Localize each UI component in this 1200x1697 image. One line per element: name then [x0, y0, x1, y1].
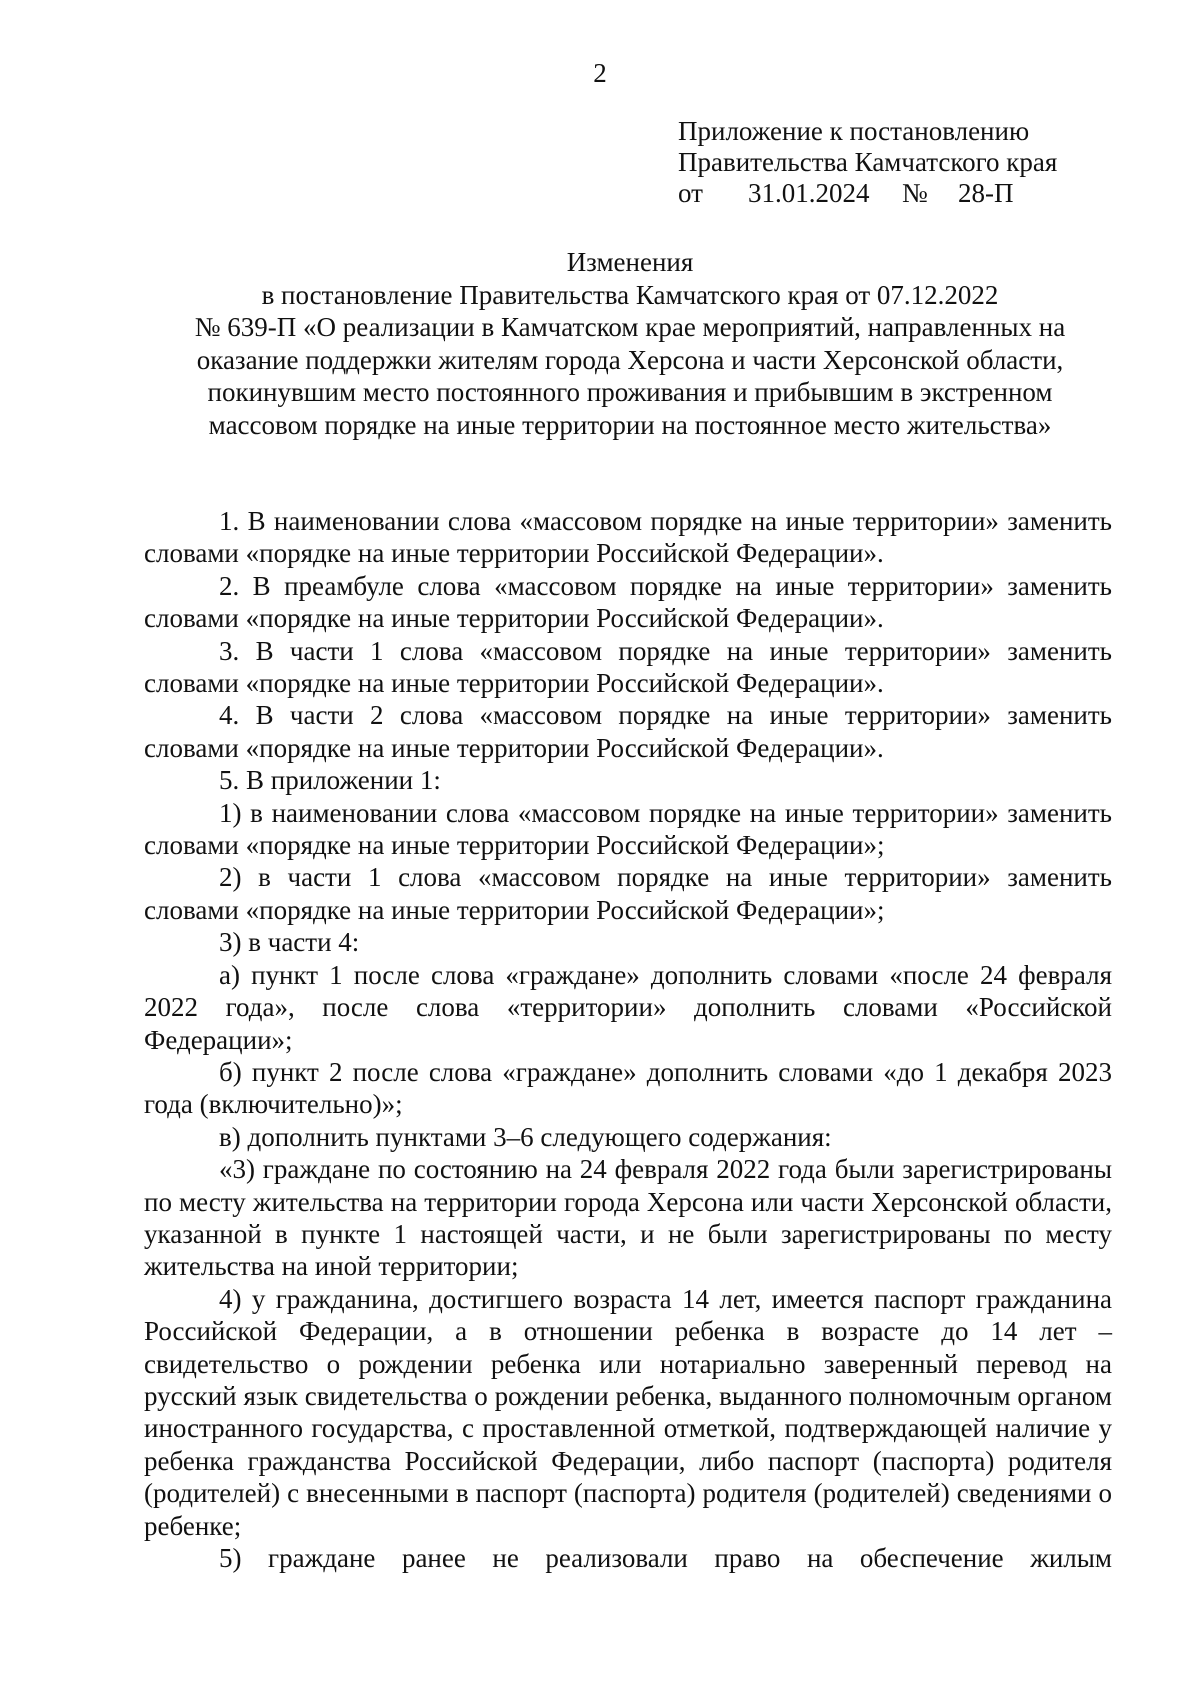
subitem-3-a: а) пункт 1 после слова «граждане» дополнить словами «после 24 февраля 2022 года», после слова «территории» дополнить словами «Российской Федерации»; [144, 959, 1112, 1055]
subitem-3: 3) в части 4: [219, 927, 360, 958]
paragraph-5: 5. В приложении 1: [219, 765, 441, 796]
appendix-header [678, 116, 1057, 209]
appendix-line-1: Приложение к постановлению [678, 116, 1030, 146]
paragraph-4: 4. В части 2 слова «массовом порядке на иные территории» заменить словами «порядке на иные территории Российской Федерации». [144, 700, 1112, 763]
appendix-date-line [678, 178, 1057, 209]
new-point-5: 5) граждане ранее не реализовали право на обеспечение жилым [219, 1543, 1112, 1573]
appendix-ot-label: от [678, 178, 703, 208]
paragraph-2: 2. В преамбуле слова «массовом порядке на иные территории» заменить словами «порядке на иные территории Российской Федерации». [144, 570, 1112, 634]
title-line-4: покинувшим место постоянного проживания и прибывшим в экстренном [207, 377, 1053, 407]
appendix-date: 31.01.2024 [748, 178, 870, 208]
subitem-1: 1) в наименовании слова «массовом порядке на иные территории» заменить словами «порядке на иные территории Российской Федерации»; [144, 797, 1112, 861]
subitem-3-v: в) дополнить пунктами 3–6 следующего содержания: [219, 1121, 832, 1152]
title-line-1: в постановление Правительства Камчатского края от 07.12.2022 [261, 279, 999, 310]
appendix-line-2: Правительства Камчатского края [678, 147, 1058, 177]
title-heading: Изменения [566, 247, 694, 277]
paragraph-1: 1. В наименовании слова «массовом порядке на иные территории» заменить словами «порядке на иные территории Российской Федерации». [144, 506, 1112, 569]
new-point-4: 4) у гражданина, достигшего возраста 14 лет, имеется паспорт гражданина Российской Федерации, а в отношении ребенка в возрасте до 14 лет – свидетельство о рождении ребенка или нотариально заверенный перевод на русский язык свидетельства о рождении ребенка, выданного полномочным органом иностранного государства, с проставленной отметкой, подтверждающей наличие у ребенка гражданства Российской Федерации, либо паспорт (паспорта) родителя (родителей) с внесенными в паспорт (паспорта) родителя (родителей) сведениями о ребенке; [144, 1283, 1112, 1541]
document-title [130, 246, 1130, 441]
new-point-3: «3) граждане по состоянию на 24 февраля 2022 года были зарегистрированы по месту жительства на территории города Херсона или части Херсонской области, указанной в пункте 1 настоящей части, и не были зарегистрированы по месту жительства на иной территории; [144, 1154, 1112, 1282]
title-line-3: оказание поддержки жителям города Херсона и части Херсонской области, [196, 344, 1064, 375]
paragraph-3: 3. В части 1 слова «массовом порядке на иные территории» заменить словами «порядке на иные территории Российской Федерации». [144, 635, 1112, 699]
document-body [144, 505, 1112, 1574]
appendix-number: 28-П [958, 178, 1014, 208]
page-number: 2 [593, 58, 607, 88]
subitem-2: 2) в части 1 слова «массовом порядке на иные территории» заменить словами «порядке на иные территории Российской Федерации»; [144, 862, 1112, 925]
appendix-number-sign: № [902, 178, 928, 208]
title-line-2: № 639-П «О реализации в Камчатском крае мероприятий, направленных на [194, 312, 1066, 342]
title-line-5: массовом порядке на иные территории на постоянное место жительства» [208, 409, 1052, 440]
subitem-3-b: б) пункт 2 после слова «граждане» дополнить словами «до 1 декабря 2023 года (включительно)»; [144, 1056, 1112, 1120]
